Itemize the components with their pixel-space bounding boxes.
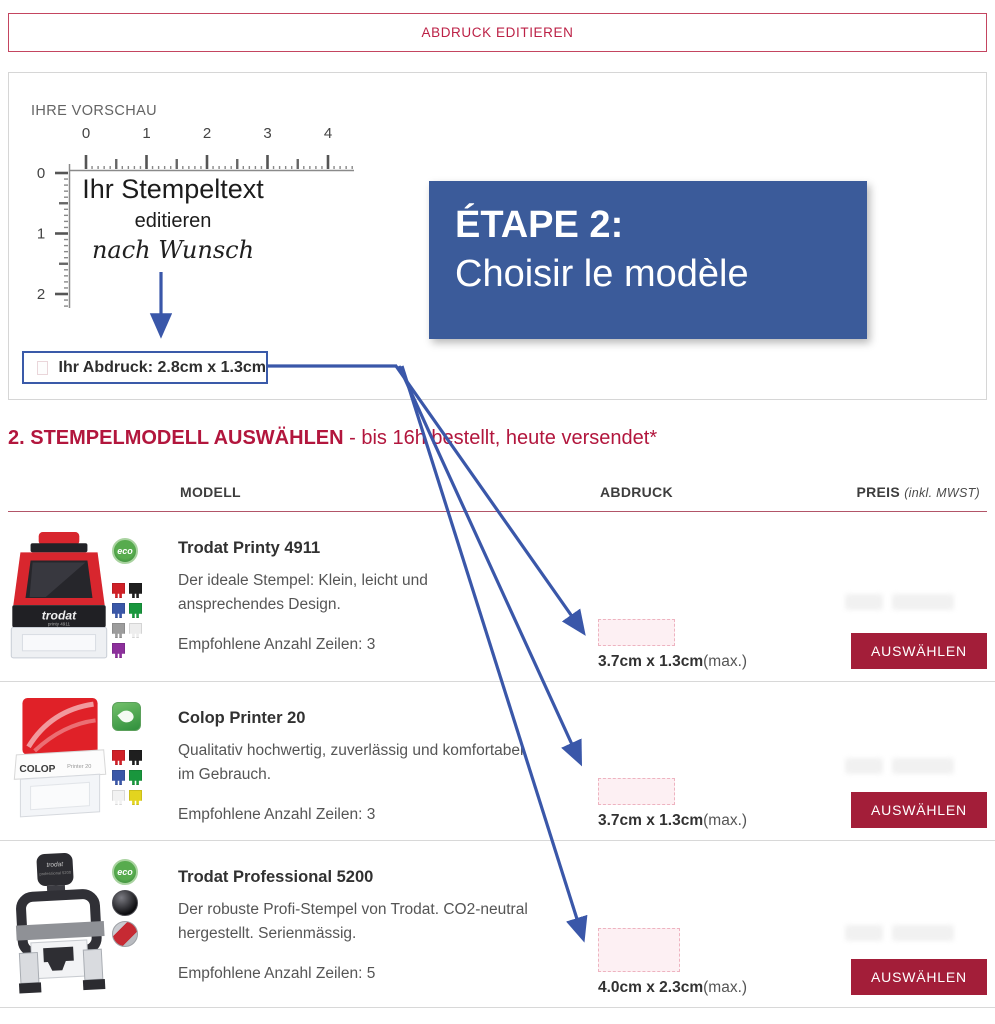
imprint-size-max: (max.) <box>703 812 748 829</box>
color-swatch <box>112 770 125 785</box>
product-image-trodat-professional-5200 <box>10 848 122 1003</box>
horizontal-ruler <box>70 125 360 173</box>
section-heading-strong: 2. STEMPELMODELL AUSWÄHLEN <box>8 427 344 449</box>
price-blurred <box>845 925 965 941</box>
product-name: Colop Printer 20 <box>178 709 306 727</box>
product-badges <box>112 859 146 966</box>
product-description: Der robuste Profi-Stempel von Trodat. CO2-neutral hergestellt. Serienmässig. <box>178 901 528 943</box>
stamp-preview-text <box>75 175 271 264</box>
section-heading <box>8 427 657 450</box>
svg-text:trodat: trodat <box>41 608 77 623</box>
banner-line2: Choisir le modèle <box>455 253 749 296</box>
select-button[interactable]: AUSWÄHLEN <box>851 959 987 995</box>
svg-text:COLOP: COLOP <box>19 764 56 776</box>
product-row-trodat-professional-5200 <box>0 841 995 1008</box>
color-swatch <box>112 603 125 618</box>
svg-text:printy 4911: printy 4911 <box>47 621 71 627</box>
imprint-size: 4.0cm x 2.3cm <box>598 979 704 996</box>
col-header-modell: MODELL <box>180 484 241 500</box>
your-imprint-size-box <box>22 351 268 384</box>
color-swatch <box>129 770 142 785</box>
svg-text:1: 1 <box>36 225 46 243</box>
product-row-trodat-printy-4911 <box>0 512 995 682</box>
color-swatch <box>129 623 142 638</box>
product-image-colop-printer-20 <box>8 694 112 826</box>
color-swatch <box>129 603 142 618</box>
svg-text:0: 0 <box>81 125 91 142</box>
product-image-trodat-printy-4911 <box>8 530 112 664</box>
price-blurred <box>845 758 965 774</box>
black-glossy-badge <box>112 890 138 916</box>
product-recommended-lines: Empfohlene Anzahl Zeilen: 3 <box>178 806 376 823</box>
product-name: Trodat Printy 4911 <box>178 539 321 557</box>
imprint-preview-box <box>598 928 680 972</box>
imprint-cell <box>598 778 747 830</box>
abdruck-editieren-button[interactable]: ABDRUCK EDITIEREN <box>8 13 987 52</box>
anniversary-badge <box>112 921 138 947</box>
svg-text:1: 1 <box>142 125 151 142</box>
imprint-size: 3.7cm x 1.3cm <box>598 812 704 829</box>
product-recommended-lines: Empfohlene Anzahl Zeilen: 5 <box>178 965 376 982</box>
imprint-chip-icon <box>37 361 48 375</box>
col-header-abdruck: ABDRUCK <box>600 484 673 500</box>
svg-text:2: 2 <box>36 286 46 303</box>
color-swatch <box>112 790 125 805</box>
imprint-size-max: (max.) <box>703 979 748 996</box>
imprint-size-max: (max.) <box>703 653 748 670</box>
badge-slot <box>112 859 138 952</box>
imprint-size-label <box>598 979 747 997</box>
badge-slot <box>112 702 141 736</box>
color-swatch <box>129 583 142 598</box>
product-badges <box>112 538 146 658</box>
select-button[interactable]: AUSWÄHLEN <box>851 633 987 669</box>
stamp-text-line2: editieren <box>134 209 212 232</box>
color-swatch <box>112 750 125 765</box>
imprint-preview-box <box>598 778 675 805</box>
color-swatch <box>112 623 125 638</box>
color-swatch <box>129 790 142 805</box>
color-swatch <box>112 583 125 598</box>
svg-text:Printer 20: Printer 20 <box>67 764 92 771</box>
col-header-preis-label: PREIS <box>856 484 900 500</box>
product-recommended-lines: Empfohlene Anzahl Zeilen: 3 <box>178 636 376 653</box>
product-name: Trodat Professional 5200 <box>178 868 374 886</box>
banner-line1: ÉTAPE 2: <box>455 204 624 246</box>
imprint-size-label <box>598 653 747 671</box>
section-heading-rest: - bis 16h bestellt, heute versendet* <box>343 427 658 449</box>
col-header-preis-note: (inkl. MWST) <box>904 486 980 500</box>
eco-circle-badge: eco <box>112 538 138 564</box>
eco-circle-badge: eco <box>112 859 138 885</box>
product-badges <box>112 702 146 805</box>
badge-slot <box>112 538 138 569</box>
product-description: Qualitativ hochwertig, zuverlässig und komfortabel im Gebrauch. <box>178 742 524 784</box>
product-description: Der ideale Stempel: Klein, leicht und ansprechendes Design. <box>178 572 428 614</box>
color-swatches <box>112 750 142 805</box>
imprint-preview-box <box>598 619 675 646</box>
imprint-cell <box>598 619 747 671</box>
color-swatches <box>112 583 142 658</box>
product-row-colop-printer-20 <box>0 682 995 841</box>
etape2-banner <box>429 181 867 339</box>
color-swatch <box>129 750 142 765</box>
select-button[interactable]: AUSWÄHLEN <box>851 792 987 828</box>
colop-leaf-badge <box>112 702 141 731</box>
stamp-text-line1: Ihr Stempeltext <box>82 174 264 204</box>
your-imprint-size-label: Ihr Abdruck: 2.8cm x 1.3cm <box>58 358 266 376</box>
svg-text:trodat: trodat <box>46 861 64 869</box>
svg-text:professional 5200: professional 5200 <box>39 869 72 877</box>
table-header <box>0 484 995 510</box>
color-swatch <box>112 643 125 658</box>
svg-text:3: 3 <box>263 125 272 142</box>
svg-text:4: 4 <box>323 125 333 142</box>
imprint-size: 3.7cm x 1.3cm <box>598 653 704 670</box>
col-header-preis <box>856 484 980 500</box>
imprint-size-label <box>598 812 747 830</box>
svg-text:2: 2 <box>202 125 212 142</box>
imprint-cell <box>598 928 747 997</box>
stamp-text-line3: nach Wunsch <box>91 235 255 264</box>
price-blurred <box>845 594 965 610</box>
preview-card <box>8 72 987 400</box>
preview-title: IHRE VORSCHAU <box>31 103 158 119</box>
vertical-ruler <box>33 161 71 313</box>
svg-text:0: 0 <box>36 165 46 182</box>
